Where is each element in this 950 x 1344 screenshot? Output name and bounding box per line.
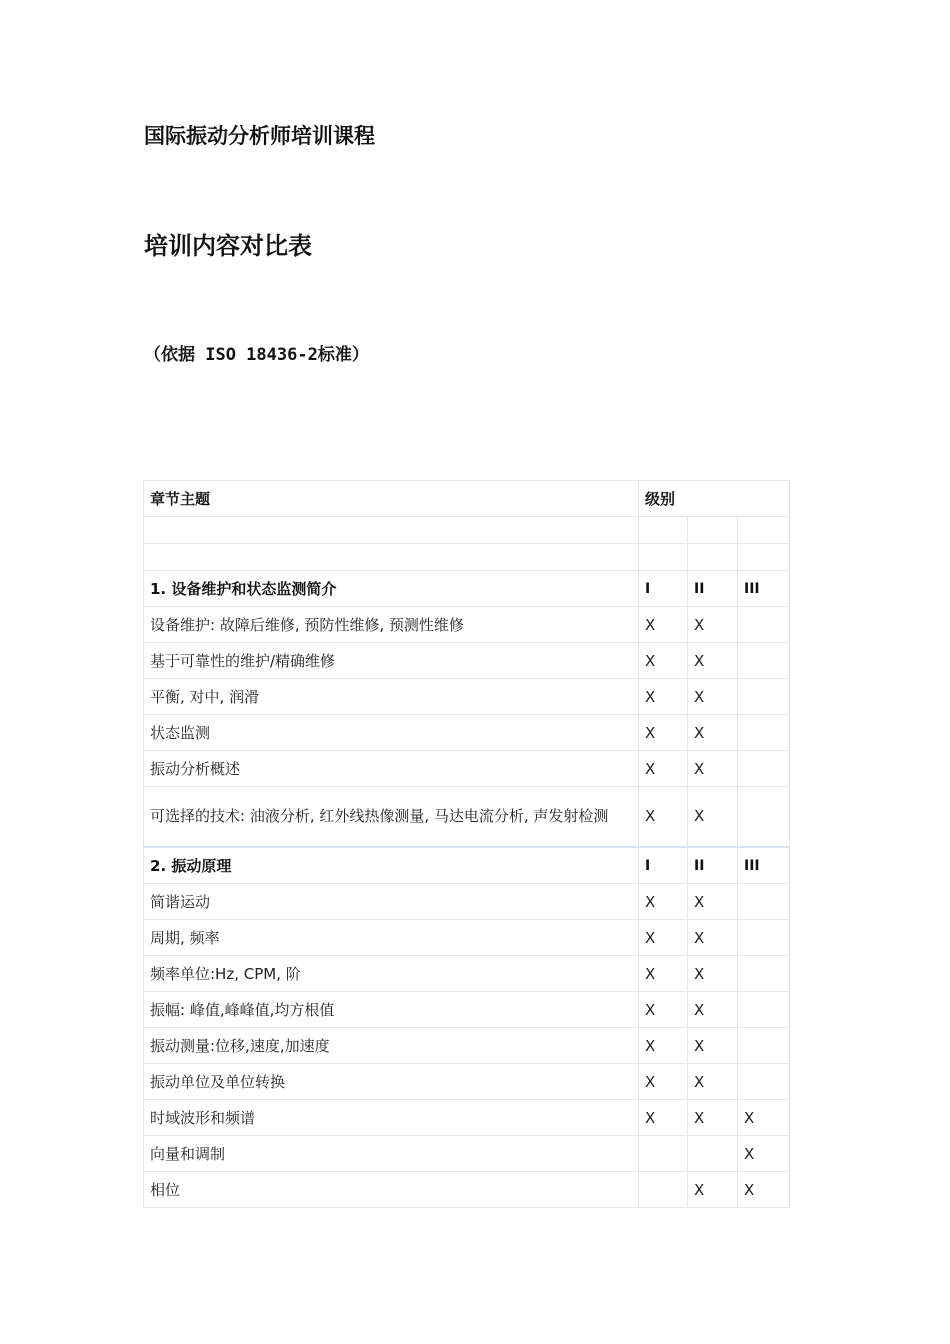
level-mark-cell: X <box>688 920 738 956</box>
empty-cell <box>688 517 738 544</box>
level-mark-cell: X <box>738 1136 790 1172</box>
level-mark-cell: X <box>639 920 688 956</box>
level-label: III <box>738 571 790 607</box>
table-row <box>144 679 790 715</box>
level-mark-cell <box>738 920 790 956</box>
level-mark-cell: X <box>688 956 738 992</box>
topic-cell: 周期, 频率 <box>144 920 639 956</box>
level-mark-cell: X <box>639 607 688 643</box>
table-row <box>144 1172 790 1208</box>
table-row <box>144 787 790 848</box>
topic-cell: 振动测量:位移,速度,加速度 <box>144 1028 639 1064</box>
page-title: 国际振动分析师培训课程 <box>144 124 375 148</box>
table-row <box>144 715 790 751</box>
empty-cell <box>738 544 790 571</box>
level-mark-cell: X <box>639 643 688 679</box>
table-row <box>144 920 790 956</box>
level-mark-cell <box>738 884 790 920</box>
level-mark-cell: X <box>639 751 688 787</box>
topic-cell: 相位 <box>144 1172 639 1208</box>
level-mark-cell <box>688 1136 738 1172</box>
table-row <box>144 1028 790 1064</box>
level-mark-cell: X <box>639 715 688 751</box>
level-mark-cell <box>738 607 790 643</box>
level-mark-cell <box>738 956 790 992</box>
empty-cell <box>144 544 639 571</box>
level-mark-cell <box>738 787 790 848</box>
empty-cell <box>639 517 688 544</box>
topic-cell: 设备维护: 故障后维修, 预防性维修, 预测性维修 <box>144 607 639 643</box>
level-mark-cell: X <box>688 751 738 787</box>
level-mark-cell: X <box>688 1172 738 1208</box>
level-mark-cell: X <box>688 787 738 848</box>
topic-cell: 基于可靠性的维护/精确维修 <box>144 643 639 679</box>
level-mark-cell: X <box>688 884 738 920</box>
level-mark-cell: X <box>688 992 738 1028</box>
table-row <box>144 643 790 679</box>
level-mark-cell: X <box>688 1064 738 1100</box>
topic-cell: 平衡, 对中, 润滑 <box>144 679 639 715</box>
level-label: II <box>688 571 738 607</box>
section-header-row <box>144 571 790 607</box>
level-label: I <box>639 571 688 607</box>
topic-cell: 简谐运动 <box>144 884 639 920</box>
level-mark-cell: X <box>639 787 688 848</box>
level-mark-cell: X <box>639 884 688 920</box>
section-title: 2. 振动原理 <box>144 847 639 884</box>
level-label: III <box>738 847 790 884</box>
empty-cell <box>738 517 790 544</box>
table-row <box>144 992 790 1028</box>
level-mark-cell: X <box>688 607 738 643</box>
level-mark-cell <box>639 1172 688 1208</box>
level-mark-cell <box>738 992 790 1028</box>
level-mark-cell <box>738 1028 790 1064</box>
empty-cell <box>688 544 738 571</box>
header-topic: 章节主题 <box>144 481 639 517</box>
topic-cell: 频率单位:Hz, CPM, 阶 <box>144 956 639 992</box>
empty-cell <box>639 544 688 571</box>
level-mark-cell <box>738 679 790 715</box>
table-row <box>144 1136 790 1172</box>
table-row <box>144 1064 790 1100</box>
level-mark-cell: X <box>688 679 738 715</box>
level-mark-cell: X <box>639 956 688 992</box>
level-mark-cell: X <box>738 1100 790 1136</box>
level-mark-cell: X <box>639 1028 688 1064</box>
level-mark-cell: X <box>639 1064 688 1100</box>
level-label: II <box>688 847 738 884</box>
table-header-row <box>144 481 790 517</box>
section-title: 1. 设备维护和状态监测简介 <box>144 571 639 607</box>
spacer-row <box>144 544 790 571</box>
table-row <box>144 884 790 920</box>
level-mark-cell <box>738 751 790 787</box>
table-row <box>144 607 790 643</box>
topic-cell: 振幅: 峰值,峰峰值,均方根值 <box>144 992 639 1028</box>
table-row <box>144 751 790 787</box>
level-mark-cell: X <box>639 679 688 715</box>
level-mark-cell: X <box>639 1100 688 1136</box>
level-mark-cell: X <box>639 992 688 1028</box>
topic-cell: 状态监测 <box>144 715 639 751</box>
topic-cell: 振动分析概述 <box>144 751 639 787</box>
level-mark-cell: X <box>738 1172 790 1208</box>
level-label: I <box>639 847 688 884</box>
topic-cell: 振动单位及单位转换 <box>144 1064 639 1100</box>
header-level: 级别 <box>639 481 790 517</box>
spacer-row <box>144 517 790 544</box>
topic-cell: 可选择的技术: 油液分析, 红外线热像测量, 马达电流分析, 声发射检测 <box>144 787 639 848</box>
standard-note: （依据 ISO 18436-2标准） <box>144 345 369 365</box>
level-mark-cell <box>738 643 790 679</box>
level-mark-cell: X <box>688 643 738 679</box>
level-mark-cell: X <box>688 1028 738 1064</box>
comparison-table <box>143 480 790 1208</box>
topic-cell: 向量和调制 <box>144 1136 639 1172</box>
level-mark-cell <box>738 1064 790 1100</box>
level-mark-cell: X <box>688 715 738 751</box>
level-mark-cell: X <box>688 1100 738 1136</box>
section-header-row <box>144 847 790 884</box>
empty-cell <box>144 517 639 544</box>
table-row <box>144 956 790 992</box>
level-mark-cell <box>738 715 790 751</box>
table-row <box>144 1100 790 1136</box>
document-subtitle: 培训内容对比表 <box>144 232 312 260</box>
topic-cell: 时域波形和频谱 <box>144 1100 639 1136</box>
level-mark-cell <box>639 1136 688 1172</box>
